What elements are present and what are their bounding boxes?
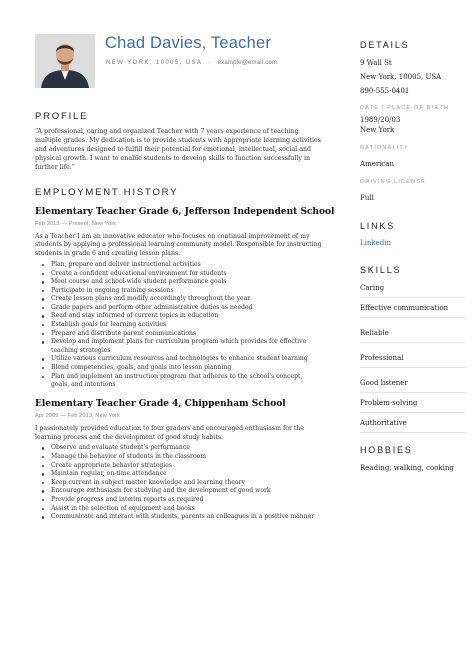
skill-item [360,418,465,433]
bullet-item: Blend competencies, goals, and goals into lesson planning [51,364,322,373]
bullet-item: Grade papers and perform other administrative duties as needed [51,304,322,313]
skill-bar [360,392,465,393]
bullet-item: Prepare and distribute parent communications [51,330,322,339]
bullet-item: Assist in the selection of equipment and books [51,505,322,514]
bullet-item: Establish goals for learning activities [51,321,322,330]
skill-item [360,378,465,393]
job-entry [35,206,335,390]
nationality-label: NATIONALITY [360,145,409,151]
skill-bar [360,432,465,433]
bullet-item: Manage the behavior of students in the classroom [51,453,322,462]
skill-bar [360,317,465,318]
bullet-item: Plan and implement an instruction program that adheres to the school's concept, goals, and intentions [51,373,322,390]
profile-text: “A professional, caring and organized Teacher with 7 years experience of teaching multiple grades. My dedication is to provide students with appropriate learning activities and adventures designed to fulfill their potential for emotional, intellectual, social and physical growth. I want to enable students to develop skills to function successfully in further life.” [35,128,321,171]
birthplace-value: New York [360,126,395,134]
dob-label: DATE / PLACE OF BIRTH [360,105,450,111]
skill-item [360,283,465,298]
sidebar [360,40,465,473]
profile-photo [35,34,95,88]
skill-item [360,328,465,343]
email-link[interactable]: example@email.com [217,60,278,66]
skill-bar [360,367,465,368]
job-dates: Apr 2009 — Feb 2013, New York [35,412,120,419]
job-description: I passionately provided education to four graders and encouraged enthusiasm for the learning process and the development of good study habits. [35,424,305,441]
dob-value: 1989/20/03 [360,116,401,124]
skill-item [360,303,465,318]
bullet-item: Provide progress and interim reports as required [51,496,322,505]
hobbies-text: Reading, walking, cooking [360,464,454,472]
bullet-item: Observe and evaluate student's performance [51,444,322,453]
license-value: Full [360,194,374,202]
bullet-item: Participate in ongoing training sessions [51,287,322,296]
job-bullets [35,261,322,390]
job-dates: Feb 2013 — Present, New York [35,220,117,227]
bullet-item: Develop and implement plans for curriculum program which provides for effective teaching strategies [51,338,322,355]
job-entry [35,399,322,522]
skill-name: Problem-solving [360,399,418,407]
job-title: Elementary Teacher Grade 6, Jefferson Independent School [35,206,335,217]
linkedin-link[interactable]: Linkedin [360,239,392,247]
skill-name: Caring [360,284,385,292]
bullet-item: Plan, prepare and deliver instructional activities [51,261,322,270]
main-column [35,111,335,522]
skill-name: Good listener [360,379,408,387]
skill-bar [360,342,465,343]
bullet-item: Maintain regular, on-time attendance [51,470,322,479]
license-label: DRIVING LICENSE [360,179,426,185]
bullet-item: Keep current in subject matter knowledge and learning theory [51,479,322,488]
skill-bar [360,412,465,413]
details-heading: DETAILS [360,40,410,50]
candidate-name: Chad Davies, Teacher [105,34,272,52]
links-heading: LINKS [360,221,396,231]
bullet-item: Communicate and interact with students, parents an colleagues in a positive manner [51,513,322,522]
bullet-item: Meet course and school-wide student performance goals [51,278,322,287]
hobbies-heading: HOBBIES [360,445,413,455]
skill-name: Effective communication [360,304,449,312]
bullet-item: Create a confident educational environment for students [51,270,322,279]
contact-line [106,60,277,66]
skill-item [360,398,465,413]
nationality-value: American [360,160,395,168]
bullet-item: Utilize various curriculum resources and technologies to enhance student learning [51,355,322,364]
address-line2: New York, 10005, USA [360,73,442,81]
job-bullets [35,444,322,521]
separator-dot: · [205,60,215,66]
location-text: NEW YORK, 10005, USA [106,60,202,66]
skill-item [360,353,465,368]
skills-heading: SKILLS [360,265,402,275]
skill-name: Authoritative [360,419,407,427]
bullet-item: Encourage enthusiasm for studying and the development of good work [51,487,322,496]
bullet-item: Create lesson plans and modify accordingly throughout the year [51,295,322,304]
skill-name: Professional [360,354,404,362]
skill-name: Reliable [360,329,389,337]
address-line1: 9 Wall St [360,59,392,67]
employment-heading: EMPLOYMENT HISTORY [35,186,179,198]
job-description: As a Teacher I am an innovative educator who focuses on continual improvement of my students by applying a professional learning community model. Responsible for instructing students in grade 6 and creating lesson plans. [35,232,322,258]
profile-heading: PROFILE [35,111,89,122]
job-title: Elementary Teacher Grade 4, Chippenham School [35,398,286,409]
bullet-item: Create appropriate behavior strategies [51,462,322,471]
bullet-item: Read and stay informed of current topics in education [51,312,322,321]
phone-number: 890-555-0401 [360,87,410,95]
skill-bar [360,297,465,298]
